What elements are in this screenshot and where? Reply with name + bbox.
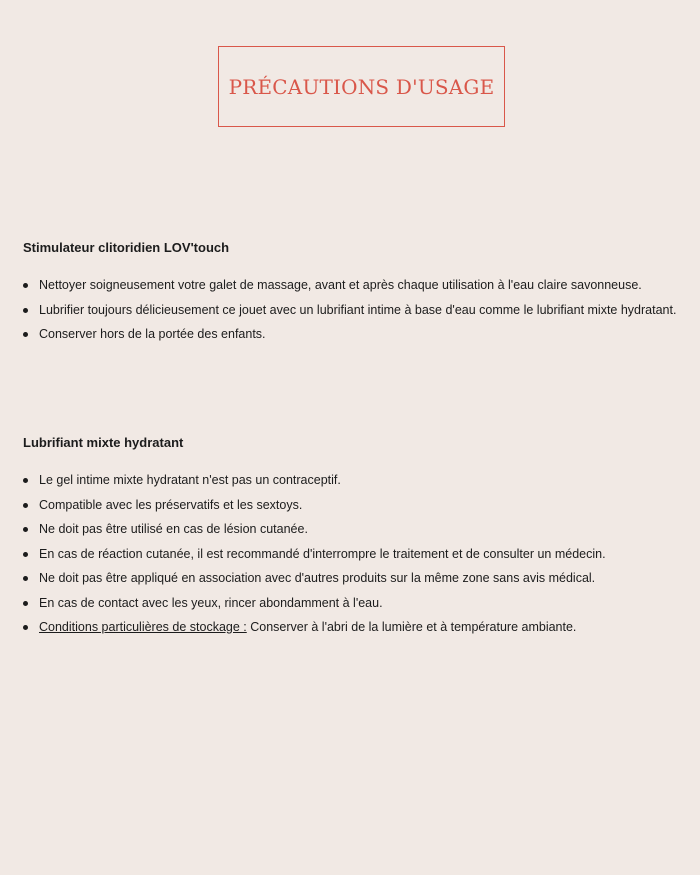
bullet-list	[23, 468, 683, 640]
bullet-icon	[23, 503, 28, 508]
section-lovtouch	[23, 239, 683, 347]
bullet-icon	[23, 625, 28, 630]
bullet-icon	[23, 552, 28, 557]
list-item: Lubrifier toujours délicieusement ce jouet avec un lubrifiant intime à base d'eau comme le lubrifiant mixte hydratant.	[23, 298, 683, 323]
bullet-icon	[23, 527, 28, 532]
bullet-icon	[23, 283, 28, 288]
list-item: Ne doit pas être utilisé en cas de lésion cutanée.	[23, 517, 683, 542]
section-heading: Stimulateur clitoridien LOV'touch	[23, 240, 230, 255]
bullet-icon	[23, 308, 28, 313]
list-item-storage	[23, 615, 683, 640]
section-lubrifiant	[23, 434, 683, 640]
bullet-list	[23, 273, 683, 347]
list-item: Le gel intime mixte hydratant n'est pas un contraceptif.	[23, 468, 683, 493]
list-item: En cas de réaction cutanée, il est recommandé d'interrompre le traitement et de consulter un médecin.	[23, 542, 683, 567]
title-box	[218, 46, 505, 127]
bullet-icon	[23, 601, 28, 606]
list-item: Ne doit pas être appliqué en association avec d'autres produits sur la même zone sans avis médical.	[23, 566, 683, 591]
bullet-icon	[23, 332, 28, 337]
bullet-icon	[23, 478, 28, 483]
page-title: PRÉCAUTIONS D'USAGE	[228, 74, 495, 99]
list-item: Nettoyer soigneusement votre galet de massage, avant et après chaque utilisation à l'eau claire savonneuse.	[23, 273, 683, 298]
storage-text: Conserver à l'abri de la lumière et à température ambiante.	[246, 620, 577, 634]
section-heading: Lubrifiant mixte hydratant	[23, 435, 184, 450]
storage-label: Conditions particulières de stockage :	[39, 620, 247, 634]
list-item: Compatible avec les préservatifs et les sextoys.	[23, 493, 683, 518]
bullet-icon	[23, 576, 28, 581]
list-item: Conserver hors de la portée des enfants.	[23, 322, 683, 347]
list-item: En cas de contact avec les yeux, rincer abondamment à l'eau.	[23, 591, 683, 616]
